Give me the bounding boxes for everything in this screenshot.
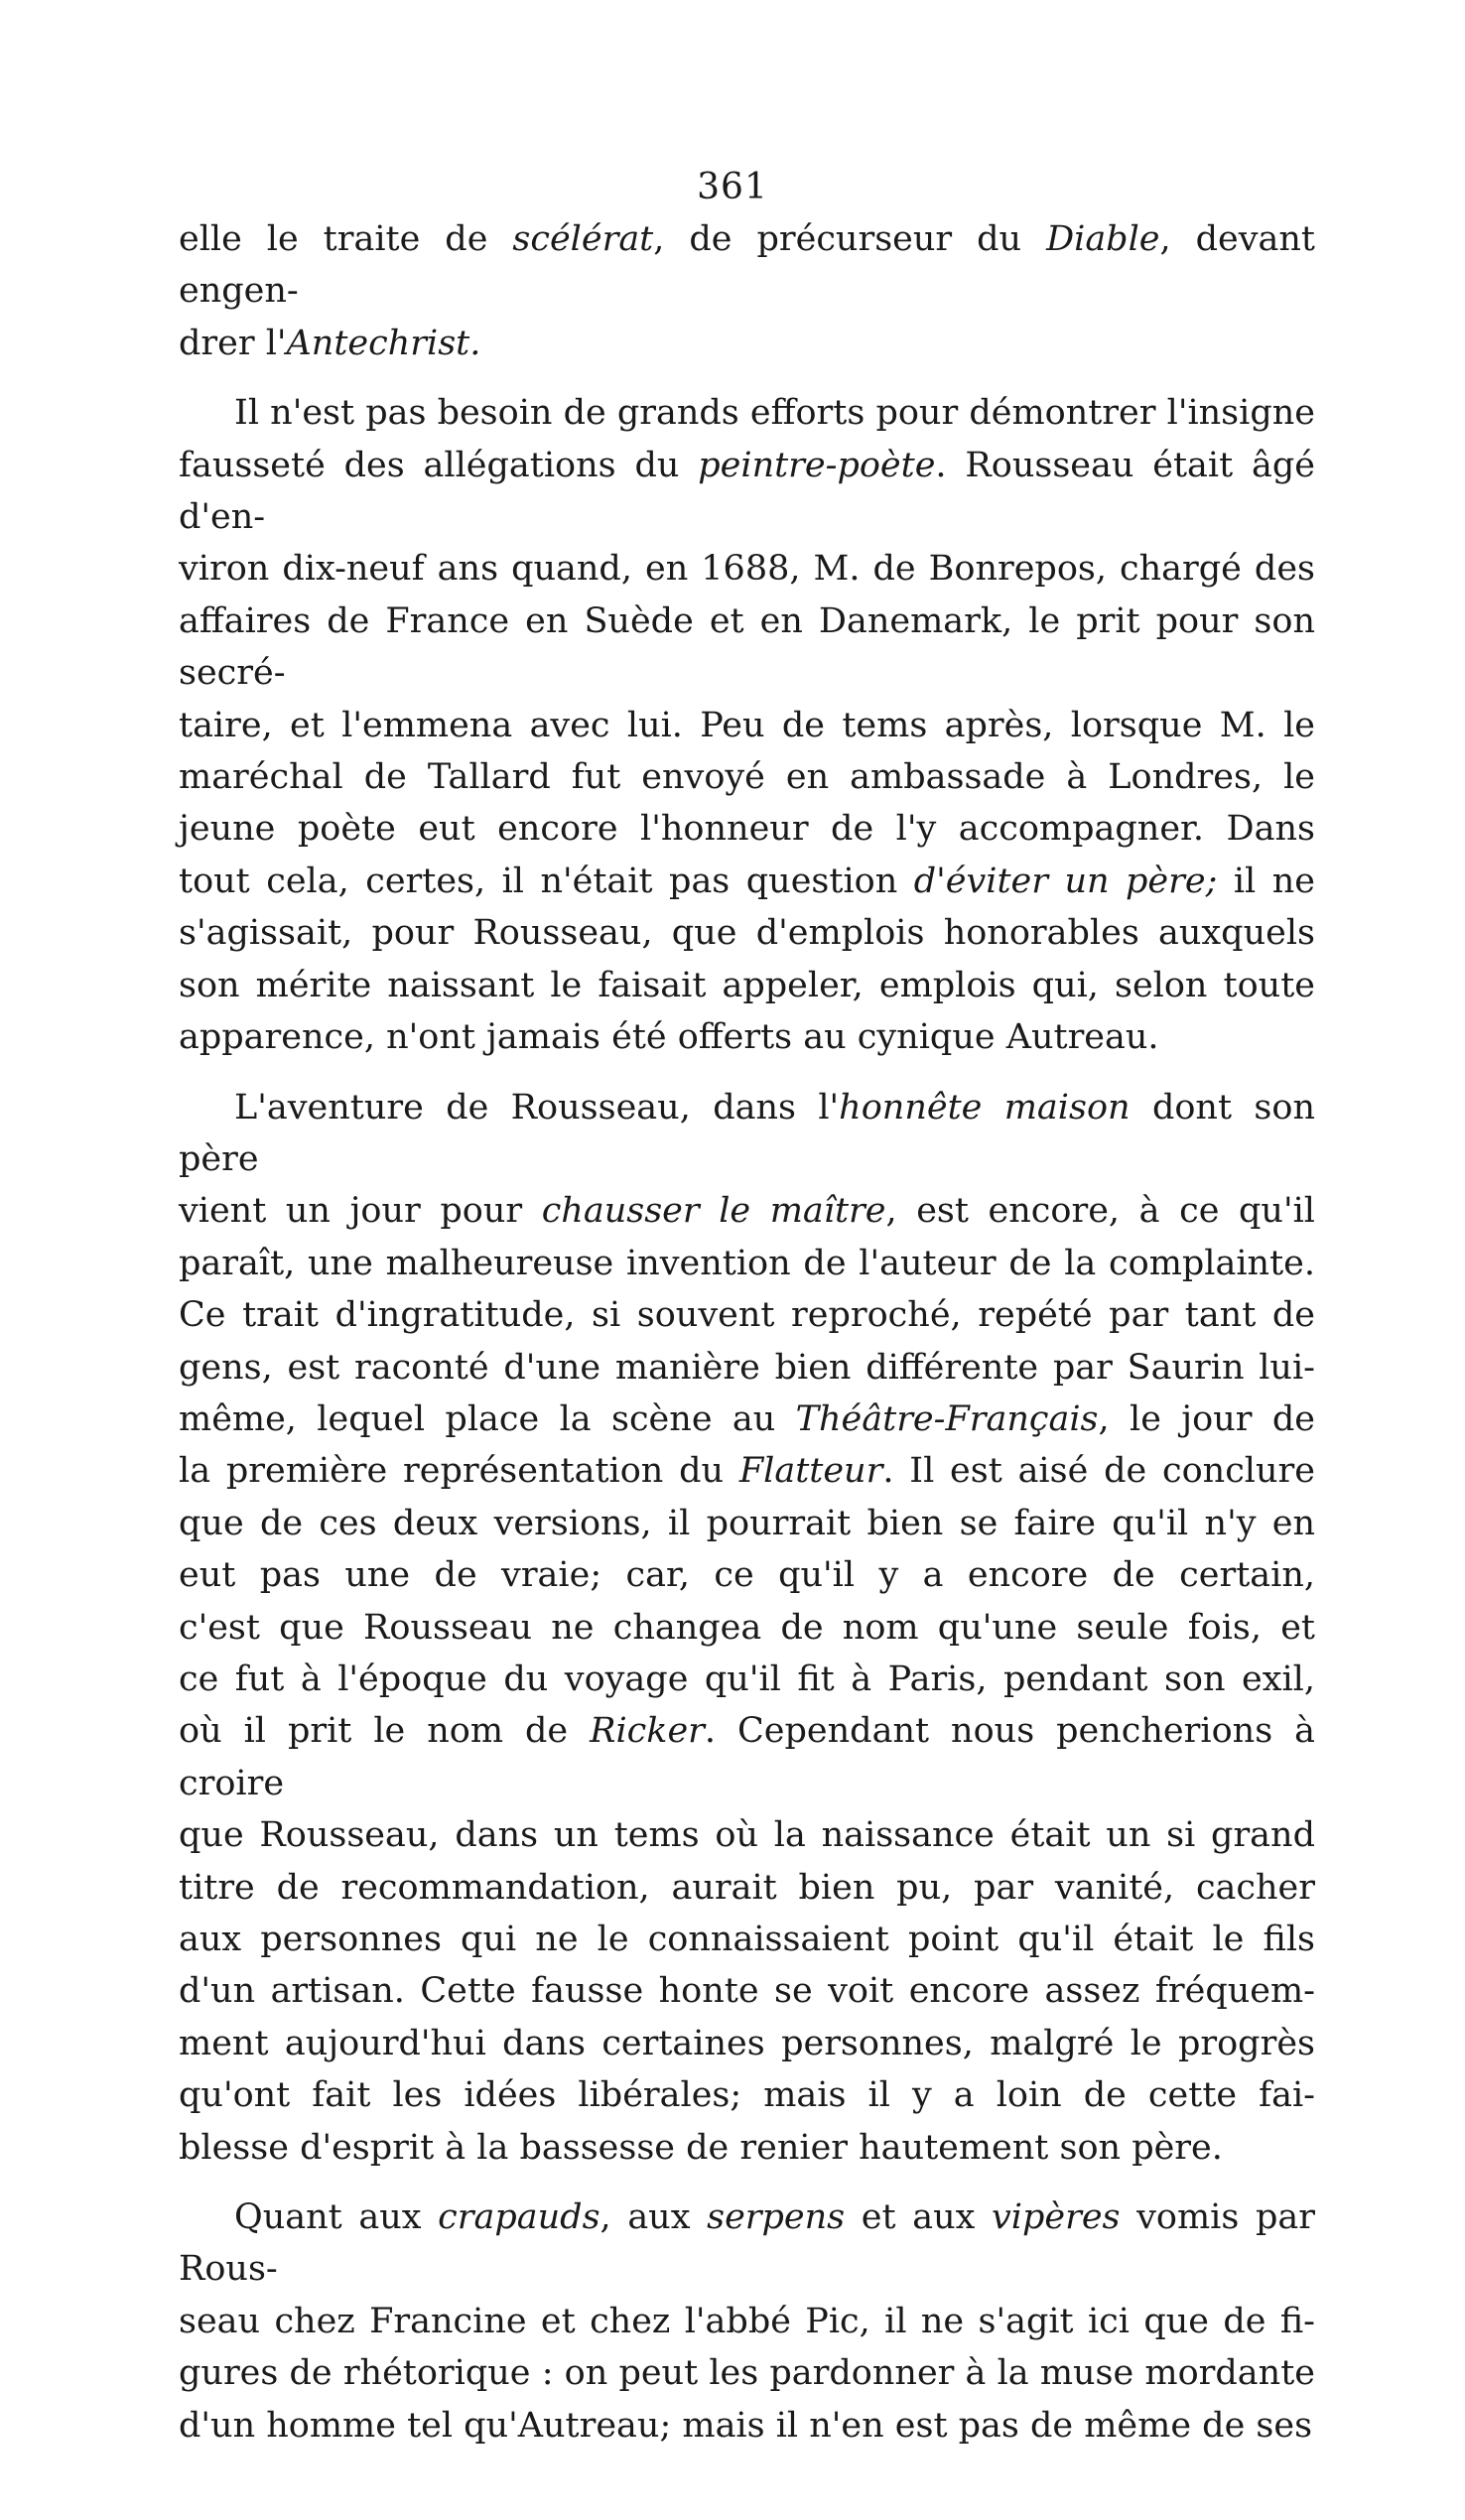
italic-text: Théâtre-Français bbox=[795, 1398, 1099, 1439]
text-line bbox=[179, 318, 1315, 369]
text-run: où il prit le nom de bbox=[179, 1711, 591, 1752]
text-line bbox=[179, 1965, 1315, 2017]
text-run: ce fut à l'époque du voyage qu'il fit à Paris, pendant son exil, bbox=[179, 1658, 1315, 1699]
text-line bbox=[179, 596, 1315, 700]
text-line bbox=[179, 1914, 1315, 1965]
text-line bbox=[179, 2122, 1315, 2174]
text-run: elle le traite de bbox=[179, 219, 513, 259]
text-line bbox=[179, 1011, 1315, 1063]
text-run: L'aventure de Rousseau, dans l' bbox=[234, 1087, 840, 1127]
text-run: ment aujourd'hui dans certaines personnes, malgré le progrès bbox=[179, 2023, 1315, 2063]
italic-text: vipères bbox=[992, 2197, 1121, 2238]
text-run: . Cependant nous pencherions à croire bbox=[179, 1711, 1315, 1803]
text-line bbox=[179, 1705, 1315, 1809]
text-run: gens, est raconté d'une manière bien différente par Saurin lui- bbox=[179, 1347, 1315, 1388]
italic-text: Flatteur bbox=[738, 1451, 883, 1492]
text-line bbox=[179, 960, 1315, 1011]
text-run: seau chez Francine et chez l'abbé Pic, il ne s'agit ici que de fi- bbox=[179, 2301, 1315, 2341]
italic-text: crapauds bbox=[438, 2197, 600, 2238]
italic-text: chausser le maître bbox=[541, 1191, 886, 1232]
text-run: tout cela, certes, il n'était pas question bbox=[179, 861, 914, 901]
text-line bbox=[179, 213, 1315, 318]
text-run: fausseté des allégations du bbox=[179, 445, 699, 485]
text-run: jeune poète eut encore l'honneur de l'y accompagner. Dans bbox=[179, 809, 1315, 850]
italic-text: honnête maison bbox=[839, 1087, 1131, 1127]
paragraph bbox=[179, 2191, 1315, 2452]
text-line bbox=[179, 751, 1315, 803]
body-text bbox=[179, 213, 1315, 2452]
text-run: d'un artisan. Cette fausse honte se voit encore assez fréquem- bbox=[179, 1971, 1315, 2012]
text-run: la première représentation du bbox=[179, 1451, 739, 1492]
text-line bbox=[179, 2400, 1315, 2452]
text-run: que Rousseau, dans un tems où la naissance était un si grand bbox=[179, 1815, 1315, 1856]
text-run: même, lequel place la scène au bbox=[179, 1398, 796, 1439]
text-run: son mérite naissant le faisait appeler, emplois qui, selon toute bbox=[179, 965, 1315, 1005]
italic-text: Diable bbox=[1046, 219, 1160, 259]
text-run: , aux bbox=[599, 2197, 708, 2238]
text-line bbox=[179, 907, 1315, 959]
text-run: s'agissait, pour Rousseau, que d'emplois honorables auxquels bbox=[179, 913, 1315, 954]
paragraph bbox=[179, 213, 1315, 369]
italic-text: serpens bbox=[707, 2197, 846, 2238]
text-line bbox=[179, 1393, 1315, 1445]
italic-text: peintre-poète bbox=[698, 445, 936, 485]
text-line bbox=[179, 1654, 1315, 1705]
page-number: 361 bbox=[697, 167, 768, 207]
text-line bbox=[179, 1809, 1315, 1861]
text-line bbox=[179, 2347, 1315, 2399]
text-line bbox=[179, 1862, 1315, 1914]
italic-text: scélérat bbox=[512, 219, 654, 259]
italic-text: d'éviter un père; bbox=[913, 861, 1218, 901]
text-run: dont son père bbox=[179, 1087, 1315, 1179]
italic-text: Ricker bbox=[590, 1711, 705, 1752]
text-run: , devant engen- bbox=[179, 219, 1315, 312]
text-run: , est encore, à ce qu'il bbox=[885, 1191, 1315, 1232]
text-run: Quant aux bbox=[234, 2197, 439, 2238]
text-line bbox=[179, 2296, 1315, 2347]
text-line bbox=[179, 1238, 1315, 1289]
paragraph bbox=[179, 1082, 1315, 2175]
text-run: Il n'est pas besoin de grands efforts pour démontrer l'insigne bbox=[234, 393, 1315, 434]
text-run: d'un homme tel qu'Autreau; mais il n'en est pas de même de ses bbox=[179, 2405, 1313, 2446]
text-run: maréchal de Tallard fut envoyé en ambassade à Londres, le bbox=[179, 757, 1315, 798]
text-line bbox=[179, 856, 1315, 907]
text-line bbox=[179, 1342, 1315, 1393]
text-run: blesse d'esprit à la bassesse de renier hautement son père. bbox=[179, 2127, 1223, 2168]
text-run: et aux bbox=[845, 2197, 992, 2238]
text-run: , de précurseur du bbox=[653, 219, 1047, 259]
italic-text: Antechrist. bbox=[286, 323, 481, 363]
text-run: c'est que Rousseau ne changea de nom qu'une seule fois, et bbox=[179, 1607, 1315, 1648]
text-run: aux personnes qui ne le connaissaient point qu'il était le fils bbox=[179, 1920, 1315, 1959]
text-run: viron dix-neuf ans quand, en 1688, M. de Bonrepos, chargé des bbox=[179, 549, 1315, 590]
text-run: vient un jour pour bbox=[179, 1191, 542, 1232]
text-run: qu'ont fait les idées libérales; mais il y a loin de cette fai- bbox=[179, 2075, 1315, 2116]
text-run: eut pas une de vraie; car, ce qu'il y a encore de certain, bbox=[179, 1555, 1315, 1596]
text-line bbox=[179, 2069, 1315, 2121]
text-run: paraît, une malheureuse invention de l'auteur de la complainte. bbox=[179, 1243, 1315, 1283]
text-line bbox=[179, 1498, 1315, 1549]
text-run: drer l' bbox=[179, 323, 287, 363]
text-line bbox=[179, 2191, 1315, 2296]
text-line bbox=[179, 803, 1315, 855]
text-line bbox=[179, 1082, 1315, 1186]
paragraph bbox=[179, 387, 1315, 1063]
text-line bbox=[179, 1289, 1315, 1341]
text-run: gures de rhétorique : on peut les pardonner à la muse mordante bbox=[179, 2353, 1315, 2394]
text-line bbox=[179, 1549, 1315, 1601]
text-run: apparence, n'ont jamais été offerts au cynique Autreau. bbox=[179, 1017, 1159, 1058]
text-line bbox=[179, 1445, 1315, 1497]
text-line bbox=[179, 387, 1315, 439]
text-line bbox=[179, 440, 1315, 544]
text-line bbox=[179, 1185, 1315, 1237]
text-run: titre de recommandation, aurait bien pu, par vanité, cacher bbox=[179, 1867, 1315, 1908]
text-line bbox=[179, 2018, 1315, 2069]
text-line bbox=[179, 1602, 1315, 1654]
text-run: il ne bbox=[1217, 861, 1315, 901]
text-run: Ce trait d'ingratitude, si souvent reproché, repété par tant de bbox=[179, 1295, 1315, 1336]
text-run: , le jour de bbox=[1098, 1398, 1315, 1439]
text-run: vomis par Rous- bbox=[179, 2197, 1315, 2290]
text-run: que de ces deux versions, il pourrait bien se faire qu'il n'y en bbox=[179, 1503, 1315, 1543]
text-line bbox=[179, 700, 1315, 751]
text-run: taire, et l'emmena avec lui. Peu de tems après, lorsque M. le bbox=[179, 705, 1315, 745]
text-run: . Il est aisé de conclure bbox=[882, 1451, 1315, 1492]
text-run: . Rousseau était âgé d'en- bbox=[179, 445, 1315, 538]
text-run: affaires de France en Suède et en Danemark, le prit pour son secré- bbox=[179, 600, 1315, 694]
text-line bbox=[179, 543, 1315, 595]
